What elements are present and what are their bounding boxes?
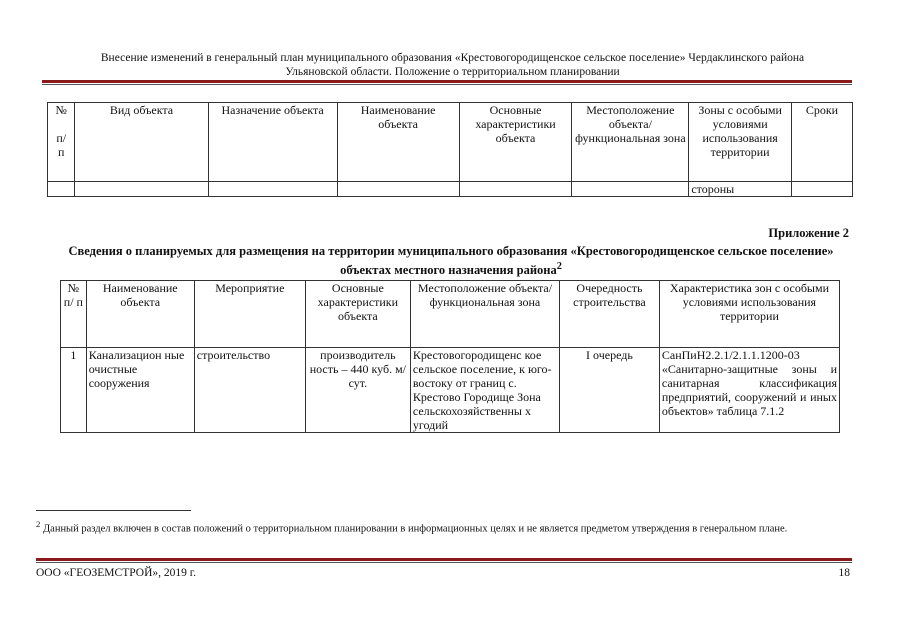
cell-number: 1: [61, 348, 87, 433]
cell-name: Канализацион ные очистные сооружения: [86, 348, 194, 433]
col-name: Наименование объекта: [337, 103, 459, 182]
table-header-row: [48, 103, 853, 182]
cell: [572, 182, 689, 197]
footnote-text: Данный раздел включен в состав положений о территориальном планировании в информационных целях и не является предметом утверждения в генеральном плане.: [43, 523, 788, 535]
cell: [337, 182, 459, 197]
cell: [459, 182, 572, 197]
col-zones: Характеристика зон с особыми условиями использования территории: [659, 281, 839, 348]
col-characteristics: Основные характеристики объекта: [305, 281, 410, 348]
col-name: Наименование объекта: [86, 281, 194, 348]
cell-characteristics: производитель ность – 440 куб. м/сут.: [305, 348, 410, 433]
footnote: [36, 517, 856, 537]
cell-zones: СанПиН2.2.1/2.1.1.1200-03 «Санитарно-защитные зоны и санитарная классификация предприятий, сооружений и иных объектов» таблица 7.1.2: [659, 348, 839, 433]
col-zones: Зоны с особыми условиями использования территории: [689, 103, 792, 182]
cell: [791, 182, 852, 197]
col-number: № п/ п: [61, 281, 87, 348]
cell-activity: строительство: [194, 348, 305, 433]
cell: [75, 182, 208, 197]
footer-rule: [36, 558, 852, 563]
col-activity: Мероприятие: [194, 281, 305, 348]
table-row: [61, 348, 840, 433]
page-number: 18: [838, 567, 850, 579]
header-rule: [42, 80, 852, 85]
cell-stage: I очередь: [560, 348, 660, 433]
col-type: Вид объекта: [75, 103, 208, 182]
table-continuation: [47, 102, 853, 197]
footnote-mark: 2: [36, 519, 41, 529]
footer-company: ООО «ГЕОЗЕМСТРОЙ», 2019 г.: [36, 567, 197, 579]
footnote-ref: 2: [556, 261, 562, 272]
cell: [48, 182, 75, 197]
appendix-label: Приложение 2: [768, 226, 849, 240]
table-header-row: [61, 281, 840, 348]
col-number: № п/ п: [48, 103, 75, 182]
col-stage: Очередность строительства: [560, 281, 660, 348]
cell-location: Крестовогородищенс кое сельское поселение, к юго-востоку от границ с. Крестово Городище Зона сельскохозяйственны х угодий: [410, 348, 559, 433]
cell: стороны: [689, 182, 792, 197]
col-characteristics: Основные характеристики объекта: [459, 103, 572, 182]
footnote-divider: [36, 510, 191, 511]
header-line-1: Внесение изменений в генеральный план муниципального образования «Крестовогородищенское сельское поселение» Чердаклинского района: [100, 52, 805, 64]
col-location: Местоположение объекта/ функциональная зона: [410, 281, 559, 348]
section-title: [62, 244, 840, 278]
col-location: Местоположение объекта/ функциональная зона: [572, 103, 689, 182]
table-row: [48, 182, 853, 197]
page-header: [50, 51, 855, 79]
objects-table: [60, 280, 840, 433]
cell: [208, 182, 337, 197]
section-title-text: Сведения о планируемых для размещения на территории муниципального образования «Крестовогородищенское сельское поселение» объектах местного назначения района: [68, 244, 834, 278]
col-purpose: Назначение объекта: [208, 103, 337, 182]
header-line-2: Ульяновской области. Положение о территориальном планировании: [285, 66, 620, 78]
col-terms: Сроки: [791, 103, 852, 182]
